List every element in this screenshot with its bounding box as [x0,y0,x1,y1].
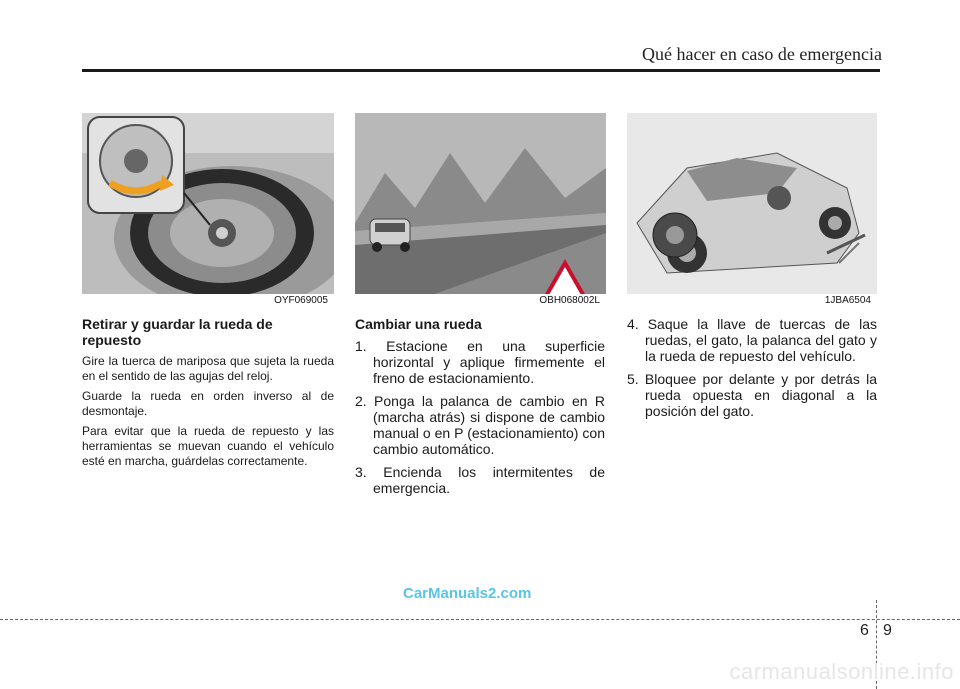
figure-code-label: 1JBA6504 [824,295,871,306]
paragraph: Para evitar que la rueda de repuesto y las herramientas se muevan cuando el vehículo esté en marcha, guárdelas correctamente. [82,424,334,468]
figure-spare-tire [82,113,334,308]
step-item: 3. Encienda los intermitentes de emergencia. [355,464,605,496]
step-item: 2. Ponga la palanca de cambio en R (marcha atrás) si dispone de cambio manual o en P (estacionamiento) con cambio automático. [355,393,605,457]
column-spare-tire [82,316,334,474]
watermark-link[interactable]: CarManuals2.com [403,585,532,602]
section-title: Cambiar una rueda [355,316,482,332]
page-header-title: Qué hacer en caso de emergencia [641,44,882,64]
figure-highway-car [355,113,606,308]
header-rule [82,69,880,72]
section-title: Retirar y guardar la rueda de repuesto [82,316,273,348]
footer-site-watermark: carmanualsonline.info [729,659,954,684]
step-item: 5. Bloquee por delante y por detrás la rueda opuesta en diagonal a la posición del gato. [627,371,877,419]
paragraph: Guarde la rueda en orden inverso al de desmontaje. [82,389,334,418]
page-number: 9 [883,622,892,639]
spare-tire-illustration [82,113,334,308]
figure-code-label: OBH068002L [539,295,600,306]
paragraph: Gire la tuerca de mariposa que sujeta la rueda en el sentido de las agujas del reloj. [82,354,334,383]
car-tools-illustration [627,113,877,308]
column-tools [627,316,877,426]
footer-divider [0,619,960,620]
step-item: 1. Estacione en una superficie horizontal y aplique firmemente el freno de estacionamiento. [355,338,605,386]
step-item: 4. Saque la llave de tuercas de las ruedas, el gato, la palanca del gato y la rueda de repuesto del vehículo. [627,316,877,364]
figure-car-tools [627,113,877,308]
chapter-number: 6 [860,622,869,639]
column-change-tire [355,316,605,503]
highway-car-illustration [355,113,606,308]
figure-code-label: OYF069005 [274,295,328,306]
